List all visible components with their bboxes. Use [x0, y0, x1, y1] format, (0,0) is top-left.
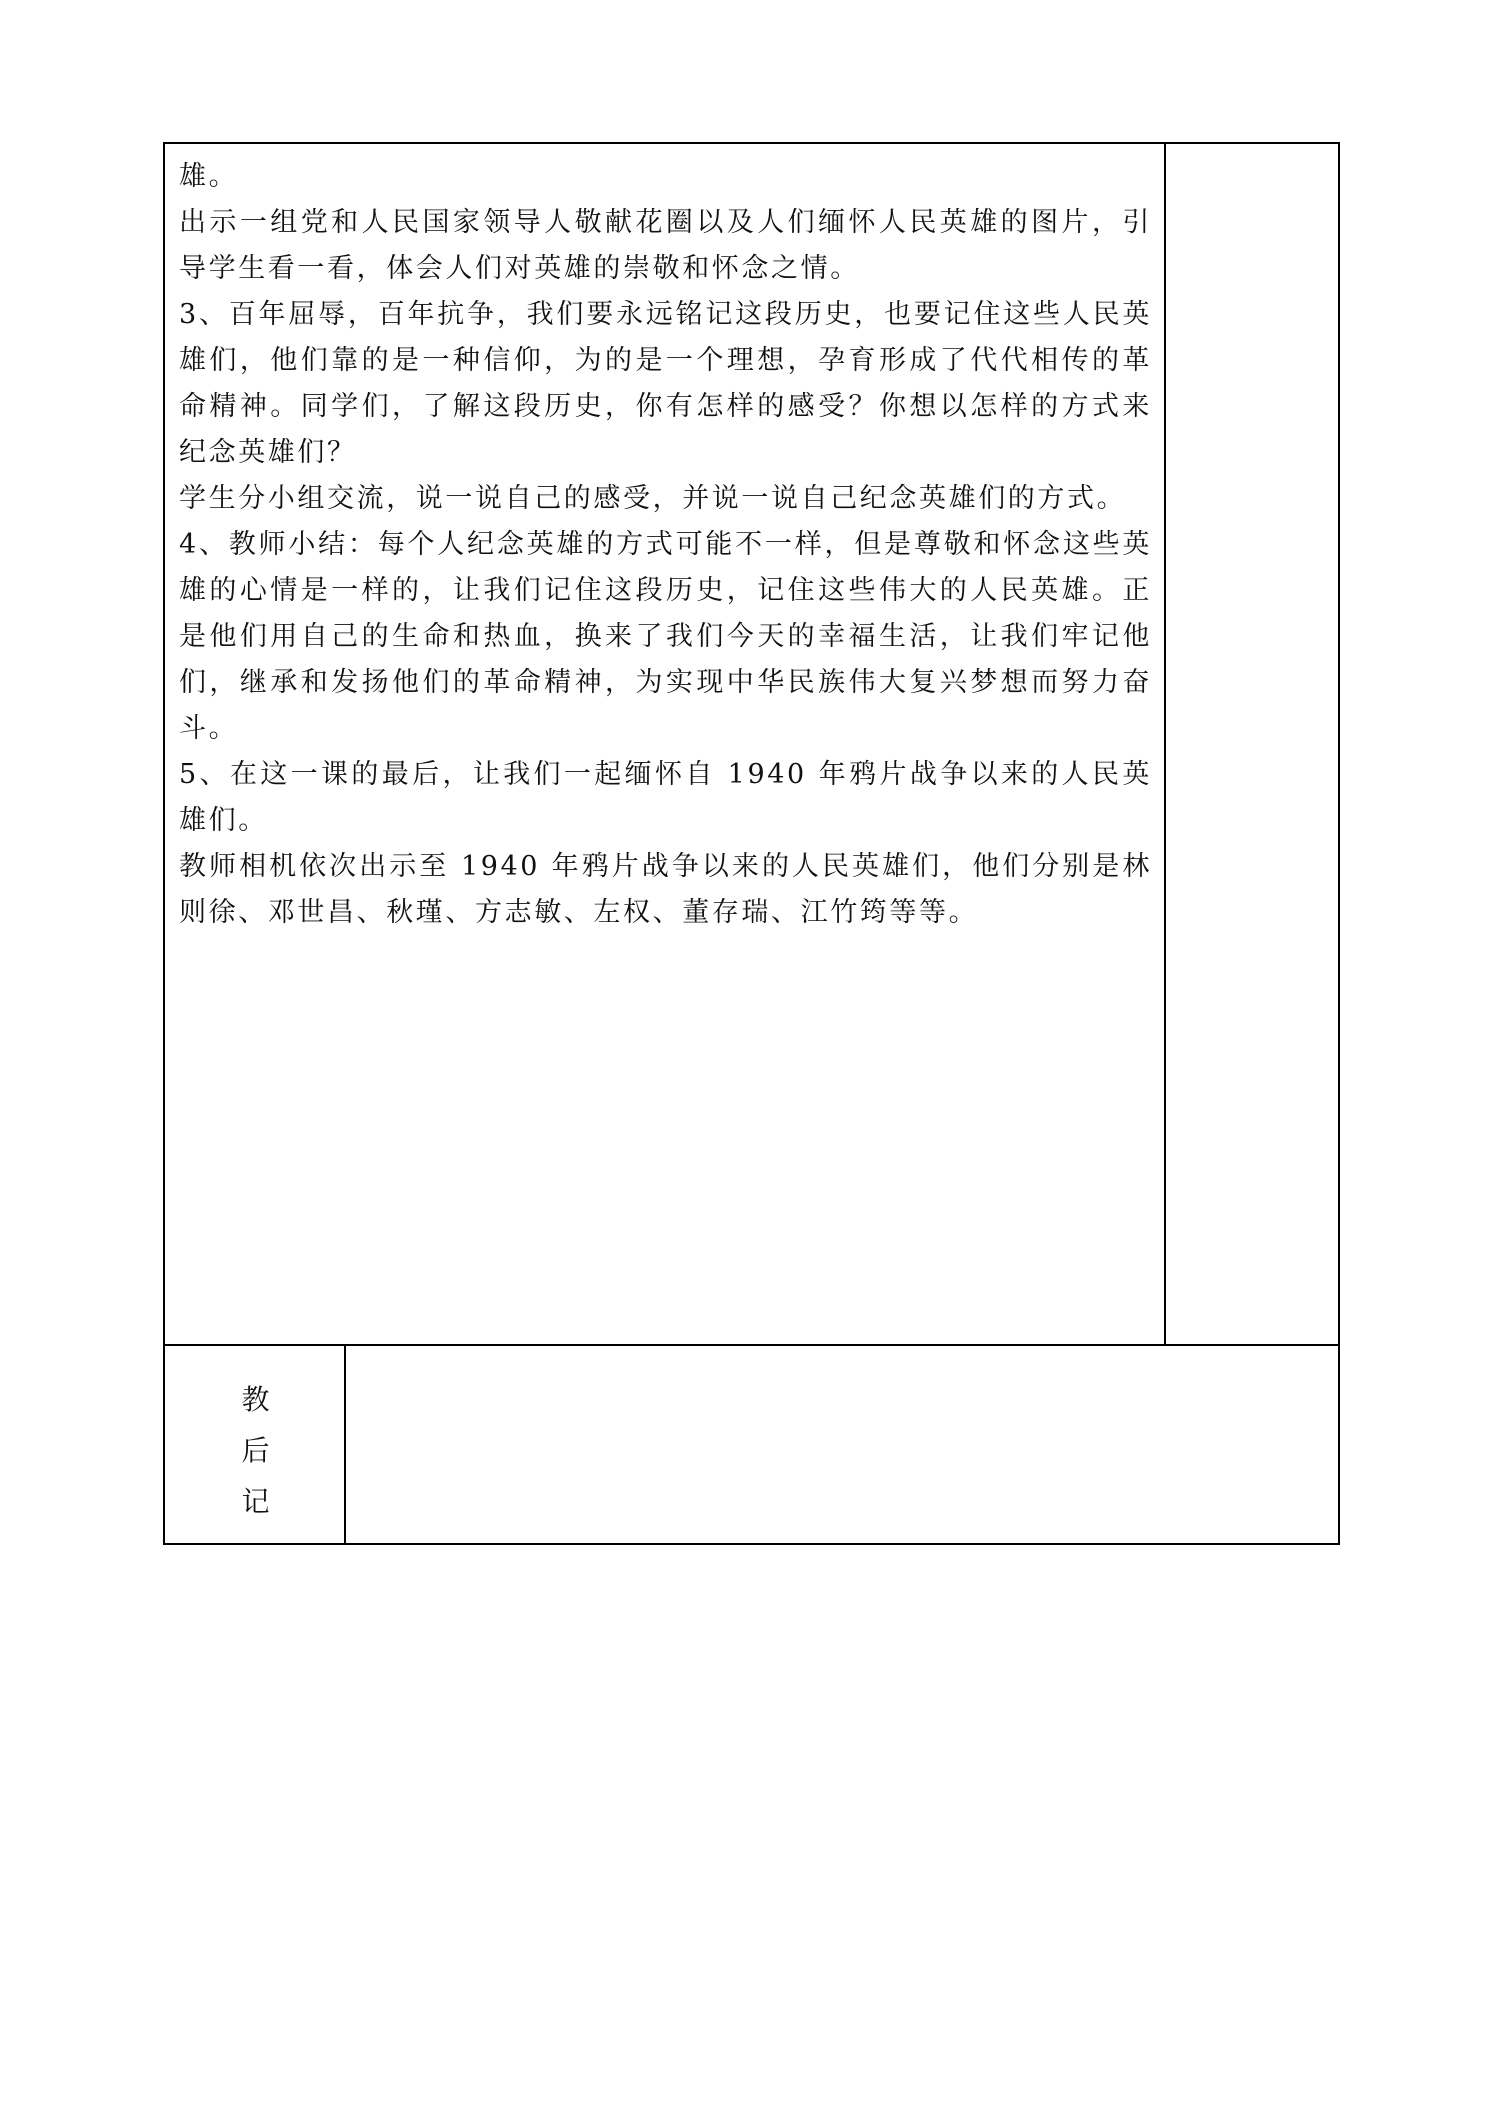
reflection-label-cell [165, 1346, 346, 1543]
lesson-paragraph: 5、在这一课的最后，让我们一起缅怀自 1940 年鸦片战争以来的人民英雄们。 [179, 759, 1152, 836]
lesson-paragraph: 4、教师小结：每个人纪念英雄的方式可能不一样，但是尊敬和怀念这些英雄的心情是一样的，让我们记住这段历史，记住这些伟大的人民英雄。正是他们用自己的生命和热血，换来了我们今天的幸福生活，让我们牢记他们，继承和发扬他们的革命精神，为实现中华民族伟大复兴梦想而努力奋斗。 [179, 529, 1152, 744]
notes-side-cell [1166, 144, 1338, 1346]
lesson-paragraph: 雄。 [179, 161, 239, 192]
reflection-label-char: 后 [241, 1434, 270, 1467]
lesson-plan-table [163, 142, 1340, 1545]
lesson-paragraph: 出示一组党和人民国家领导人敬献花圈以及人们缅怀人民英雄的图片，引导学生看一看，体会人们对英雄的崇敬和怀念之情。 [179, 207, 1152, 284]
lesson-content-cell [165, 144, 1166, 1346]
reflection-label-char: 记 [241, 1485, 270, 1518]
lesson-paragraph: 3、百年屈辱，百年抗争，我们要永远铭记这段历史，也要记住这些人民英雄们，他们靠的是一种信仰，为的是一个理想，孕育形成了代代相传的革命精神。同学们，了解这段历史，你有怎样的感受？你想以怎样的方式来纪念英雄们？ [179, 299, 1152, 468]
lesson-paragraph: 教师相机依次出示至 1940 年鸦片战争以来的人民英雄们，他们分别是林则徐、邓世昌、秋瑾、方志敏、左权、董存瑞、江竹筠等等。 [179, 851, 1152, 928]
reflection-label-char: 教 [241, 1383, 270, 1416]
lesson-paragraph: 学生分小组交流，说一说自己的感受，并说一说自己纪念英雄们的方式。 [179, 483, 1127, 514]
reflection-content-cell [346, 1346, 1338, 1543]
